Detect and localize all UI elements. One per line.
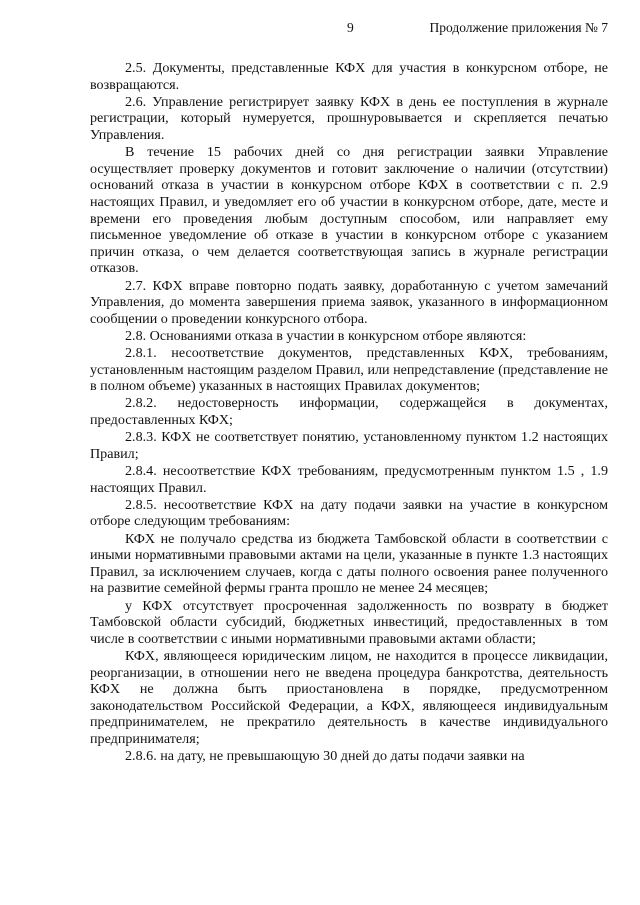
paragraph-requirement-not-liquidated: КФХ, являющееся юридическим лицом, не находится в процессе ликвидации, реорганизации, в отношении него не введена процедура банкротства, деятельность КФХ не должна быть приостановлена в порядке, предусмотренном законодательством Российской Федерации, а КФХ, являющееся индивидуальным предпринимателем, не прекратило деятельность в качестве индивидуального предпринимателя; [90, 647, 608, 747]
paragraph-review-period: В течение 15 рабочих дней со дня регистрации заявки Управление осуществляет проверку документов и готовит заключение о наличии (отсутствии) оснований отказа в участии в конкурсном отборе КФХ в соответствии с п. 2.9 настоящих Правил, и уведомляет его об участии в конкурсном отборе, дате, месте и времени его проведения любым доступным способом, или направляет ему письменное уведомление об отказе в участии в конкурсном отборе с указанием причин отказа, о чем делается соответствующая запись в журнале регистрации отказов. [90, 144, 608, 277]
paragraph-2-6: 2.6. Управление регистрирует заявку КФХ в день ее поступления в журнале регистрации, который нумеруется, прошнуровывается и скрепляется печатью Управления. [90, 93, 608, 143]
paragraph-2-8-4: 2.8.4. несоответствие КФХ требованиям, предусмотренным пунктом 1.5 , 1.9 настоящих Правил. [90, 463, 608, 496]
paragraph-2-8-2: 2.8.2. недостоверность информации, содержащейся в документах, предоставленных КФХ; [90, 395, 608, 429]
paragraph-requirement-no-debt: у КФХ отсутствует просроченная задолженность по возврату в бюджет Тамбовской области субсидий, бюджетных инвестиций, предоставленных в том числе в соответствии с иными нормативными правовыми актами области; [90, 597, 608, 647]
paragraph-2-8-3: 2.8.3. КФХ не соответствует понятию, установленному пунктом 1.2 настоящих Правил; [90, 429, 608, 462]
paragraph-2-8: 2.8. Основаниями отказа в участии в конкурсном отборе являются: [125, 327, 527, 344]
paragraph-requirement-no-funds: КФХ не получало средства из бюджета Тамбовской области в соответствии с иными нормативными правовыми актами на цели, указанные в пункте 1.3 настоящих Правил, за исключением случаев, когда с даты полного освоения ранее полученного на развитие семейной фермы гранта прошло не менее 24 месяцев; [90, 530, 608, 597]
document-body [90, 60, 608, 765]
paragraph-2-7: 2.7. КФХ вправе повторно подать заявку, доработанную с учетом замечаний Управления, до момента завершения приема заявок, указанного в информационном сообщении о проведении конкурсного отбора. [90, 277, 608, 327]
paragraph-2-8-1: 2.8.1. несоответствие документов, представленных КФХ, требованиям, установленным настоящим разделом Правил, или непредставление (представление не в полном объеме) указанных в настоящих Правилах документов; [90, 345, 608, 395]
page-number: 9 [347, 20, 354, 35]
appendix-label: Продолжение приложения № 7 [429, 20, 608, 35]
page-header [0, 20, 640, 38]
paragraph-2-8-5: 2.8.5. несоответствие КФХ на дату подачи заявки на участие в конкурсном отборе следующим требованиям: [90, 496, 608, 530]
paragraph-2-5: 2.5. Документы, представленные КФХ для участия в конкурсном отборе, не возвращаются. [90, 60, 608, 93]
paragraph-2-8-6: 2.8.6. на дату, не превышающую 30 дней до даты подачи заявки на [125, 748, 525, 765]
